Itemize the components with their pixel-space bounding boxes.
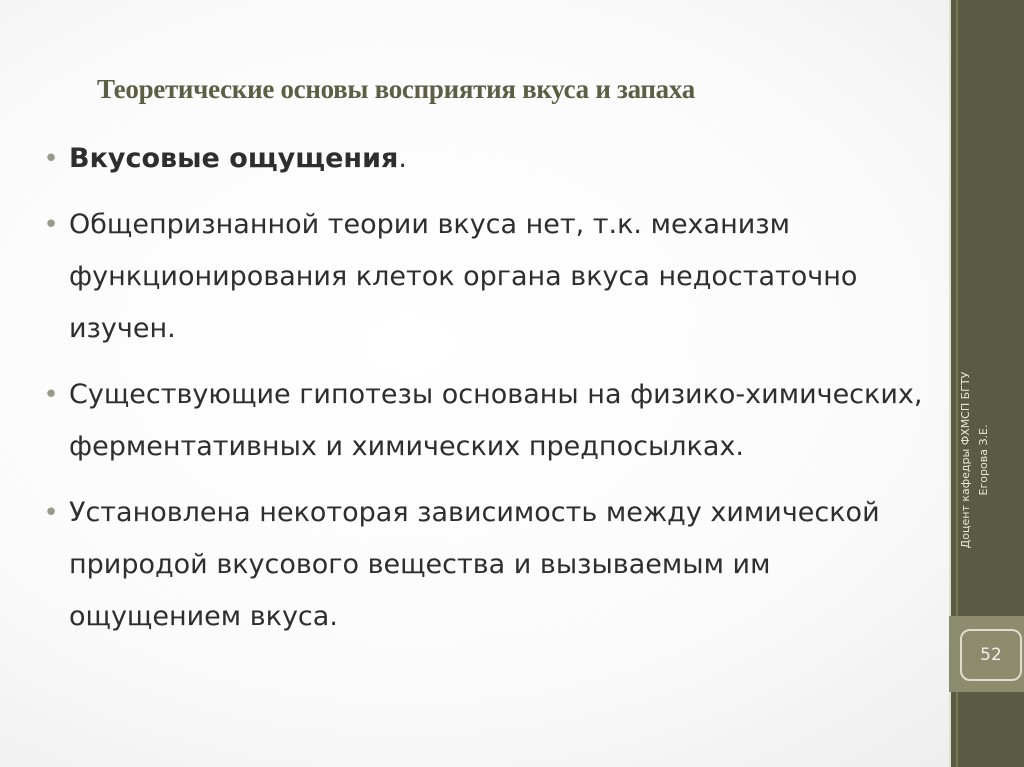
bullet-1-bold-text: Вкусовые ощущения: [69, 143, 399, 174]
bullet-list: [40, 133, 930, 657]
slide-title: Теоретические основы восприятия вкуса и запаха: [97, 74, 695, 104]
bullet-marker: •: [43, 210, 59, 240]
bullet-1-text: .: [398, 143, 407, 174]
author-line-1: Доцент кафедры ФХМСП БГТУ: [959, 371, 972, 549]
bullet-2-text: Общепризнанной теории вкуса нет, т.к. механизм функционирования клеток органа вкуса недостаточно изучен.: [69, 209, 858, 344]
bullet-3-text: Существующие гипотезы основаны на физико-химических, ферментативных и химических предпосылках.: [69, 379, 923, 462]
author-line-2: Егорова З.Е.: [977, 424, 990, 496]
bullet-item-1: [40, 133, 930, 185]
bullet-4-text: Установлена некоторая зависимость между химической природой вкусового вещества и вызываемым им ощущением вкуса.: [69, 497, 880, 632]
bullet-marker: •: [43, 144, 59, 174]
bullet-item-4: [40, 487, 930, 643]
bullet-marker: •: [43, 380, 59, 410]
bullet-item-2: [40, 199, 930, 355]
bullet-item-3: [40, 369, 930, 473]
author-caption: [957, 372, 993, 549]
page-number: 52: [980, 645, 1002, 665]
bullet-marker: •: [43, 498, 59, 528]
